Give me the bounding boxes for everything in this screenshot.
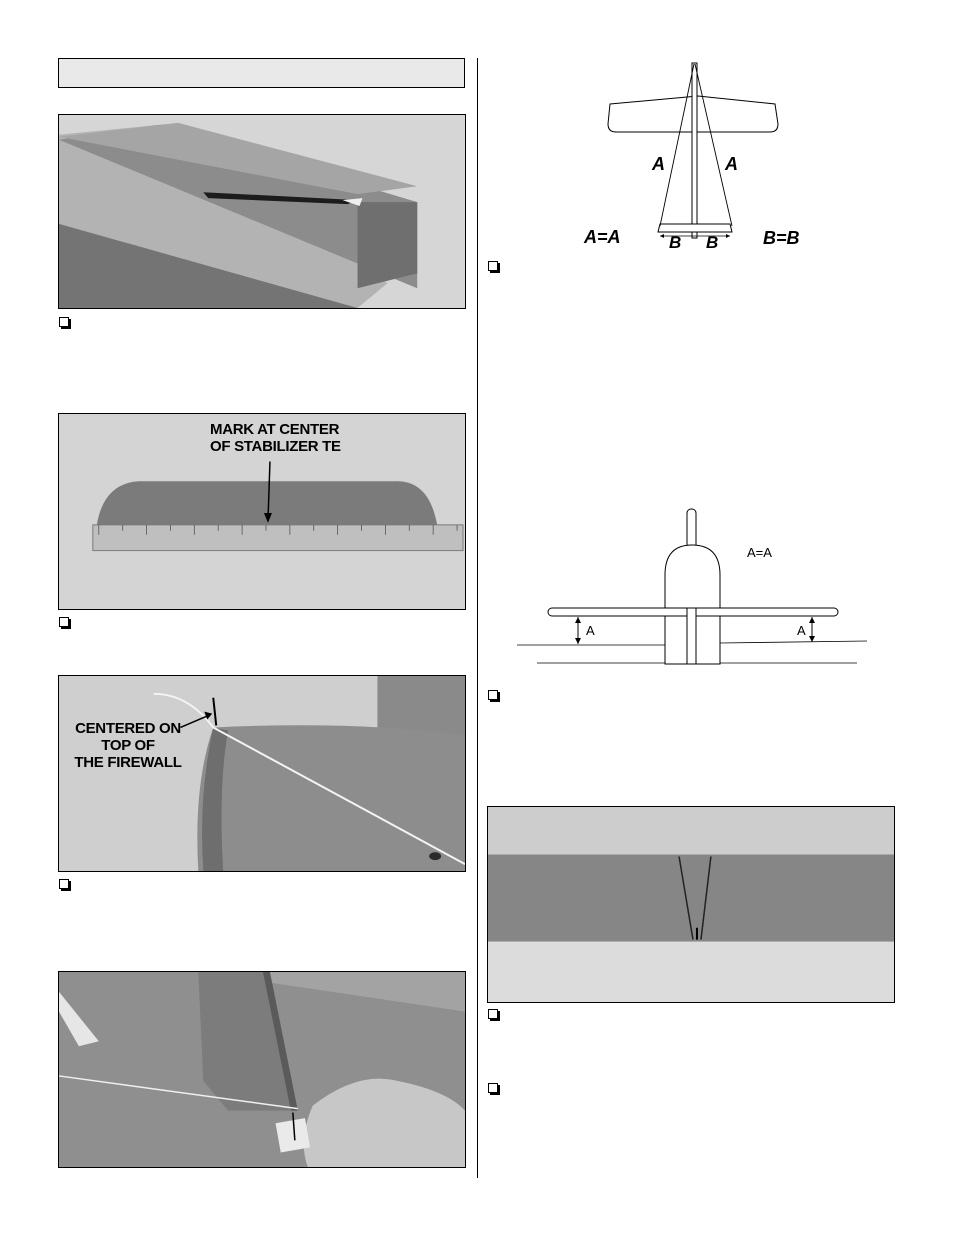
equation-b-equals-b: B=B bbox=[763, 228, 800, 248]
diagram-front-view bbox=[515, 505, 870, 670]
callout-line: THE FIREWALL bbox=[74, 754, 182, 771]
step-checkbox[interactable] bbox=[488, 1009, 498, 1019]
photo-firewall-string bbox=[58, 675, 466, 872]
label-a-right: A bbox=[725, 154, 738, 174]
equation-a-equals-a: A=A bbox=[584, 227, 621, 247]
label-b-left: B bbox=[669, 233, 682, 252]
photo-fuselage-stab-slot bbox=[58, 114, 466, 309]
callout-line: TOP OF bbox=[101, 737, 155, 754]
step-checkbox[interactable] bbox=[59, 617, 69, 627]
front-equation: A=A bbox=[747, 545, 772, 560]
step-checkbox[interactable] bbox=[59, 317, 69, 327]
label-a-left: A bbox=[652, 154, 665, 174]
front-label-a-left: A bbox=[586, 623, 595, 638]
column-divider bbox=[477, 58, 478, 1178]
section-header-bar bbox=[58, 58, 465, 88]
callout-line: OF STABILIZER TE bbox=[210, 438, 341, 455]
callout-mark-center bbox=[210, 421, 341, 455]
callout-firewall bbox=[66, 720, 190, 771]
step-checkbox[interactable] bbox=[488, 1083, 498, 1093]
step-checkbox[interactable] bbox=[488, 690, 498, 700]
callout-line: MARK AT CENTER bbox=[210, 421, 340, 438]
callout-line: CENTERED ON bbox=[75, 720, 181, 737]
label-b-right: B bbox=[706, 233, 719, 252]
step-checkbox[interactable] bbox=[59, 879, 69, 889]
photo-stab-tip-hand bbox=[58, 971, 466, 1168]
step-checkbox[interactable] bbox=[488, 261, 498, 271]
photo-stab-alignment bbox=[487, 806, 895, 1003]
front-label-a-right: A bbox=[797, 623, 806, 638]
